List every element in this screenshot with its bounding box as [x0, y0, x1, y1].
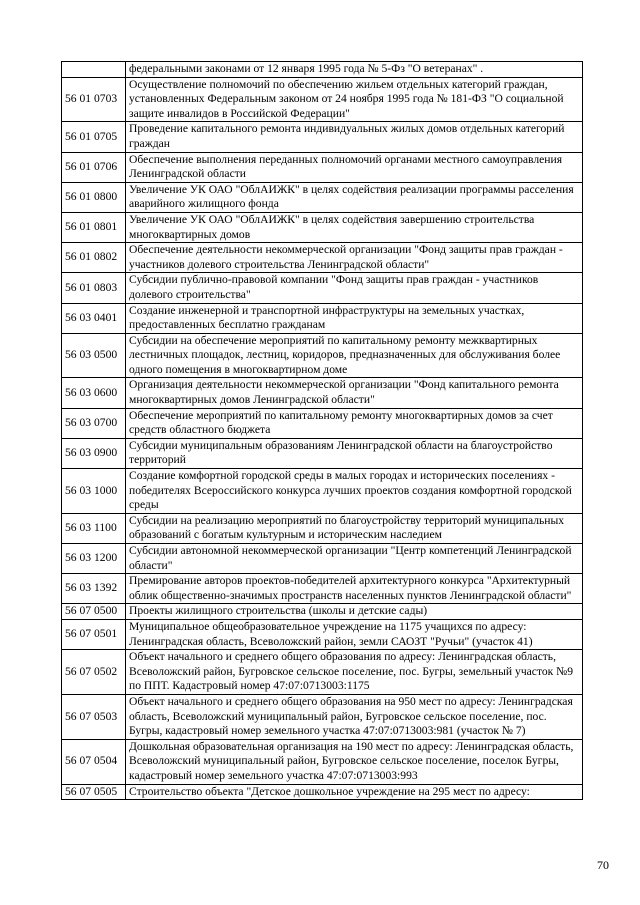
table-row [62, 152, 583, 182]
table-row [62, 438, 583, 468]
table-row [62, 574, 583, 604]
description-cell: Дошкольная образовательная организация на 190 мест по адресу: Ленинградская область, Всеволожский муниципальный район, Бугровское сельское поселение, поселок Бугры, кадастровый номер земельного участка 47:07:0713003:993 [126, 739, 583, 784]
budget-code-cell: 56 01 0705 [62, 122, 126, 152]
budget-code-cell: 56 03 1100 [62, 513, 126, 543]
description-cell: Увеличение УК ОАО "ОблАИЖК" в целях содействия завершению строительства многоквартирных домов [126, 212, 583, 242]
table-body [62, 62, 583, 800]
description-cell: Субсидии на обеспечение мероприятий по капитальному ремонту межквартирных лестничных площадок, лестниц, коридоров, предназначенных для обслуживания более одного помещения в многоквартирном доме [126, 333, 583, 378]
description-cell: Создание инженерной и транспортной инфраструктуры на земельных участках, предоставленных бесплатно гражданам [126, 303, 583, 333]
table-row [62, 182, 583, 212]
table-row [62, 513, 583, 543]
description-cell: Субсидии публично-правовой компании "Фонд защиты прав граждан - участников долевого строительства" [126, 273, 583, 303]
table-row [62, 333, 583, 378]
table-row [62, 784, 583, 800]
budget-code-cell: 56 07 0500 [62, 604, 126, 620]
table-row [62, 77, 583, 122]
table-row [62, 619, 583, 649]
description-cell: Премирование авторов проектов-победителей архитектурного конкурса "Архитектурный облик общественно-значимых пространств населенных пунктов Ленинградской области" [126, 574, 583, 604]
budget-code-cell: 56 01 0800 [62, 182, 126, 212]
budget-code-cell: 56 03 1200 [62, 544, 126, 574]
table-row [62, 212, 583, 242]
description-cell: Осуществление полномочий по обеспечению жильем отдельных категорий граждан, установленных Федеральным законом от 24 ноября 1995 года № 181-ФЗ "О социальной защите инвалидов в Российской Федерации" [126, 77, 583, 122]
description-cell: Субсидии муниципальным образованиям Ленинградской области на благоустройство территорий [126, 438, 583, 468]
description-cell: Объект начального и среднего общего образования на 950 мест по адресу: Ленинградская область, Всеволожский муниципальный район, Бугровское сельское поселение, пос. Бугры, кадастровый номер земельного участка 47:07:0713003:981 (участок № 7) [126, 694, 583, 739]
budget-code-cell: 56 01 0703 [62, 77, 126, 122]
budget-code-cell: 56 03 1000 [62, 469, 126, 514]
budget-code-cell: 56 03 0600 [62, 378, 126, 408]
description-cell: Обеспечение деятельности некоммерческой организации "Фонд защиты прав граждан - участников долевого строительства Ленинградской области" [126, 243, 583, 273]
description-cell: Субсидии автономной некоммерческой организации "Центр компетенций Ленинградской области" [126, 544, 583, 574]
table-row [62, 408, 583, 438]
description-cell: Проекты жилищного строительства (школы и детские сады) [126, 604, 583, 620]
table-row [62, 273, 583, 303]
table-row [62, 62, 583, 78]
table-row [62, 604, 583, 620]
budget-code-cell: 56 07 0502 [62, 650, 126, 695]
budget-code-cell: 56 03 0500 [62, 333, 126, 378]
budget-code-cell: 56 03 1392 [62, 574, 126, 604]
description-cell: федеральными законами от 12 января 1995 года № 5-Фз "О ветеранах" . [126, 62, 583, 78]
table-row [62, 378, 583, 408]
description-cell: Обеспечение мероприятий по капитальному ремонту многоквартирных домов за счет средств областного бюджета [126, 408, 583, 438]
table-row [62, 303, 583, 333]
table-row [62, 739, 583, 784]
table-row [62, 650, 583, 695]
table-row [62, 694, 583, 739]
description-cell: Проведение капитального ремонта индивидуальных жилых домов отдельных категорий граждан [126, 122, 583, 152]
budget-code-cell: 56 01 0706 [62, 152, 126, 182]
budget-code-cell: 56 03 0700 [62, 408, 126, 438]
budget-code-cell: 56 07 0505 [62, 784, 126, 800]
budget-code-table [61, 61, 583, 800]
budget-code-cell: 56 07 0501 [62, 619, 126, 649]
budget-code-cell: 56 01 0803 [62, 273, 126, 303]
budget-code-cell: 56 03 0900 [62, 438, 126, 468]
description-cell: Строительство объекта "Детское дошкольное учреждение на 295 мест по адресу: [126, 784, 583, 800]
table-row [62, 243, 583, 273]
table-row [62, 122, 583, 152]
budget-code-cell: 56 03 0401 [62, 303, 126, 333]
description-cell: Муниципальное общеобразовательное учреждение на 1175 учащихся по адресу: Ленинградская область, Всеволожский район, земли САОЗТ "Ручьи" (участок 41) [126, 619, 583, 649]
table-row [62, 544, 583, 574]
budget-code-cell: 56 07 0503 [62, 694, 126, 739]
description-cell: Создание комфортной городской среды в малых городах и исторических поселениях - победителях Всероссийского конкурса лучших проектов создания комфортной городской среды [126, 469, 583, 514]
budget-code-cell: 56 07 0504 [62, 739, 126, 784]
table-row [62, 469, 583, 514]
budget-code-cell [62, 62, 126, 78]
description-cell: Субсидии на реализацию мероприятий по благоустройству территорий муниципальных образований с богатым культурным и историческим наследием [126, 513, 583, 543]
page-number: 70 [597, 858, 609, 872]
description-cell: Увеличение УК ОАО "ОблАИЖК" в целях содействия реализации программы расселения аварийного жилищного фонда [126, 182, 583, 212]
description-cell: Обеспечение выполнения переданных полномочий органами местного самоуправления Ленинградской области [126, 152, 583, 182]
budget-code-cell: 56 01 0801 [62, 212, 126, 242]
description-cell: Объект начального и среднего общего образования по адресу: Ленинградская область, Всеволожский район, Бугровское сельское поселение, пос. Бугры, земельный участок №9 по ППТ. Кадастровый номер 47:07:0713003:1175 [126, 650, 583, 695]
budget-code-cell: 56 01 0802 [62, 243, 126, 273]
description-cell: Организация деятельности некоммерческой организации "Фонд капитального ремонта многоквартирных домов Ленинградской области" [126, 378, 583, 408]
